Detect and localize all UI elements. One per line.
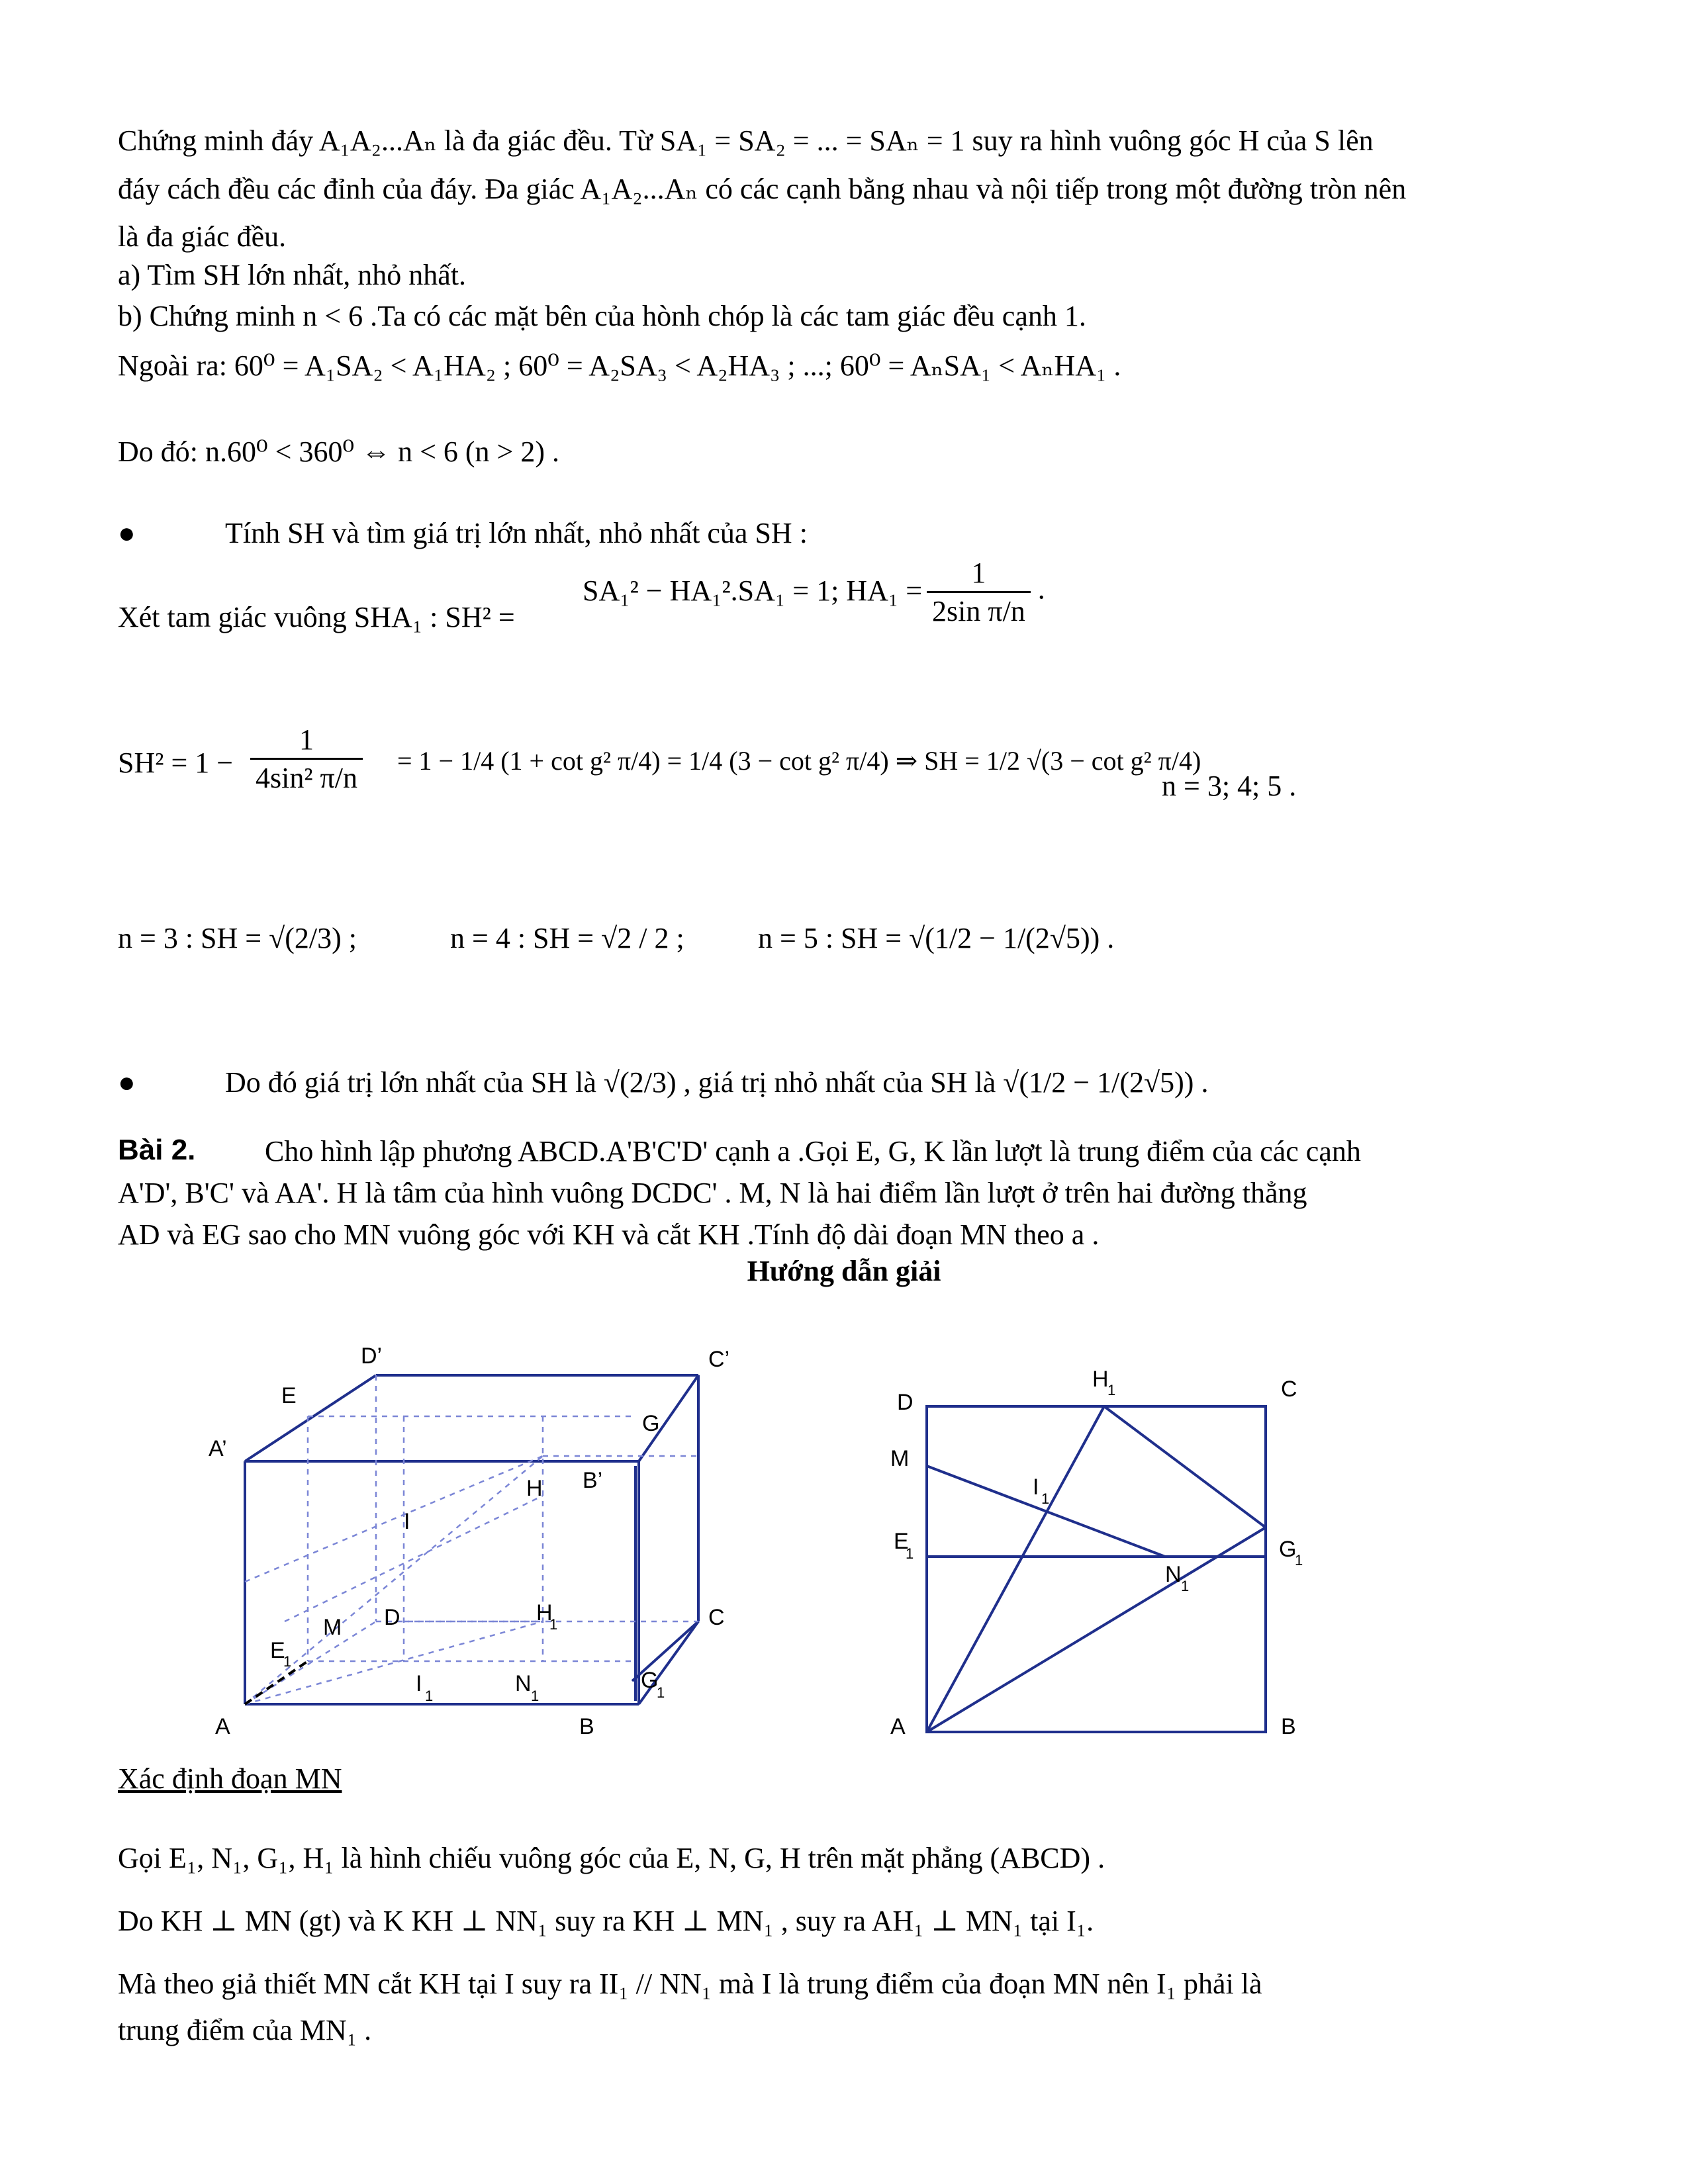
line-MN1 <box>927 1466 1165 1557</box>
sh2-frac-num: 1 <box>250 721 363 760</box>
label-N1: N <box>515 1671 532 1696</box>
intro-line-1: Chứng minh đáy A₁A₂...Aₙ là đa giác đều. Từ SA₁ = SA₂ = ... = SAₙ = 1 suy ra hình vuông góc H của S lên <box>118 124 1374 157</box>
bullet-1-text: Tính SH và tìm giá trị lớn nhất, nhỏ nhất của SH : <box>225 517 808 549</box>
case-3: n = 3 : SH = √(2/3) ; <box>118 922 357 954</box>
bai2-line-2: A'D', B'C' và AA'. H là tâm của hình vuông DCDC' . M, N là hai điểm lần lượt ở trên hai đường thẳng <box>118 1177 1307 1209</box>
sh2-lhs: SH² = 1 − <box>118 747 234 779</box>
line-H1-right <box>1104 1406 1266 1527</box>
do-kh-line: Do KH ⊥ MN (gt) và K KH ⊥ NN₁ suy ra KH ⊥ MN₁ , suy ra AH₁ ⊥ MN₁ tại I₁. <box>118 1905 1094 1937</box>
intro-line-2: đáy cách đều các đỉnh của đáy. Đa giác A₁A₂...Aₙ có các cạnh bằng nhau và nội tiếp trong một đường tròn nên <box>118 173 1407 205</box>
label-M: M <box>890 1446 910 1471</box>
label-I: I <box>404 1509 410 1534</box>
label-G1: G <box>641 1668 659 1693</box>
sh2-mid: = 1 − 1/4 (1 + cot g² π/4) = 1/4 (3 − cot g² π/4) ⇒ SH = 1/2 √(3 − cot g² π/4) <box>397 746 1201 776</box>
do-do: Do đó: n.60⁰ < 360⁰ ⇔ n < 6 (n > 2) . <box>118 435 560 468</box>
label-G1: G <box>1279 1537 1297 1562</box>
label-I1-sub: 1 <box>1041 1490 1050 1507</box>
label-E1-sub: 1 <box>283 1653 292 1670</box>
item-b: b) Chứng minh n < 6 .Ta có các mặt bên của hònh chóp là các tam giác đều cạnh 1. <box>118 300 1086 332</box>
label-H: H <box>526 1476 543 1501</box>
label-I1: I <box>1033 1475 1039 1500</box>
bai2-line-3: AD và EG sao cho MN vuông góc với KH và cắt KH .Tính độ dài đoạn MN theo a . <box>118 1218 1100 1251</box>
edge-ApDp <box>245 1375 376 1461</box>
line-A-right <box>927 1527 1266 1732</box>
square-ABCD <box>927 1406 1266 1732</box>
label-G1-sub: 1 <box>657 1684 665 1701</box>
label-G: G <box>642 1411 660 1436</box>
label-M: M <box>323 1615 342 1640</box>
ngoai-ra: Ngoài ra: 60⁰ = A₁SA₂ < A₁HA₂ ; 60⁰ = A₂SA₃ < A₂HA₃ ; ...; 60⁰ = AₙSA₁ < AₙHA₁ . <box>118 349 1121 382</box>
bullet-dot: ● <box>118 517 136 549</box>
label-Dp: D’ <box>361 1343 383 1369</box>
ma-theo-line-1: Mà theo giả thiết MN cắt KH tại I suy ra II₁ // NN₁ mà I là trung điểm của đoạn MN nên I₁ phải là <box>118 1968 1262 2000</box>
bai2-label: Bài 2. <box>118 1134 196 1166</box>
label-H1-sub: 1 <box>1107 1382 1116 1398</box>
xet-eq: SA₁² − HA₁².SA₁ = 1; HA₁ = <box>583 574 923 607</box>
line-MN <box>285 1496 543 1621</box>
label-E: E <box>281 1383 297 1408</box>
goi-line: Gọi E₁, N₁, G₁, H₁ là hình chiếu vuông góc của E, N, G, H trên mặt phẳng (ABCD) . <box>118 1842 1105 1874</box>
case-4: n = 4 : SH = √2 / 2 ; <box>450 922 684 954</box>
label-A: A <box>890 1714 906 1739</box>
bullet-2-text: Do đó giá trị lớn nhất của SH là √(2/3) , giá trị nhỏ nhất của SH là √(1/2 − 1/(2√5)) . <box>225 1066 1209 1099</box>
label-E1: E <box>894 1529 909 1554</box>
label-G1-sub: 1 <box>1295 1552 1303 1569</box>
label-N1: N <box>1165 1562 1182 1587</box>
label-I1-sub: 1 <box>425 1688 434 1704</box>
label-Bp: B’ <box>583 1468 603 1493</box>
label-E1-sub: 1 <box>906 1545 914 1562</box>
line-AH1 <box>927 1406 1104 1732</box>
label-C: C <box>708 1605 725 1630</box>
label-I1: I <box>416 1671 422 1696</box>
label-C: C <box>1281 1377 1297 1402</box>
label-H1: H <box>1092 1367 1109 1392</box>
line-KH <box>245 1456 543 1582</box>
label-D: D <box>897 1390 914 1415</box>
ma-theo-line-2: trung điểm của MN₁ . <box>118 2014 372 2046</box>
intro-line-3: là đa giác đều. <box>118 220 287 253</box>
bai2-line-1: Cho hình lập phương ABCD.A'B'C'D' cạnh a .Gọi E, G, K lần lượt là trung điểm của các cạnh <box>265 1135 1361 1167</box>
label-N1-sub: 1 <box>1181 1578 1190 1594</box>
item-a: a) Tìm SH lớn nhất, nhỏ nhất. <box>118 259 466 291</box>
label-E1: E <box>270 1638 285 1663</box>
xet-end: . <box>1037 572 1045 606</box>
label-B: B <box>579 1714 594 1739</box>
label-H1: H <box>536 1600 553 1625</box>
label-Ap: A’ <box>209 1436 227 1461</box>
sh2-end: n = 3; 4; 5 . <box>1162 770 1297 802</box>
edge-AD <box>245 1621 376 1704</box>
huong-dan-title: Hướng dẫn giải <box>747 1255 941 1287</box>
label-B: B <box>1281 1714 1296 1739</box>
xet-frac-den: 2sin π/n <box>932 595 1025 627</box>
sh2-frac <box>250 721 363 796</box>
xac-dinh-heading: Xác định đoạn MN <box>118 1762 342 1795</box>
xet-frac <box>927 555 1045 629</box>
label-H1-sub: 1 <box>549 1616 558 1633</box>
xet-lead: Xét tam giác vuông SHA₁ : SH² = <box>118 601 515 633</box>
square-figure <box>874 1350 1350 1747</box>
label-N1-sub: 1 <box>531 1688 539 1704</box>
label-A: A <box>215 1714 230 1739</box>
cube-figure <box>199 1330 741 1754</box>
label-D: D <box>384 1605 400 1630</box>
sh2-frac-den: 4sin² π/n <box>256 762 357 794</box>
xet-frac-num: 1 <box>927 555 1031 593</box>
label-Cp: C’ <box>708 1347 730 1372</box>
case-5: n = 5 : SH = √(1/2 − 1/(2√5)) . <box>758 922 1115 954</box>
bullet-dot-2: ● <box>118 1066 136 1099</box>
